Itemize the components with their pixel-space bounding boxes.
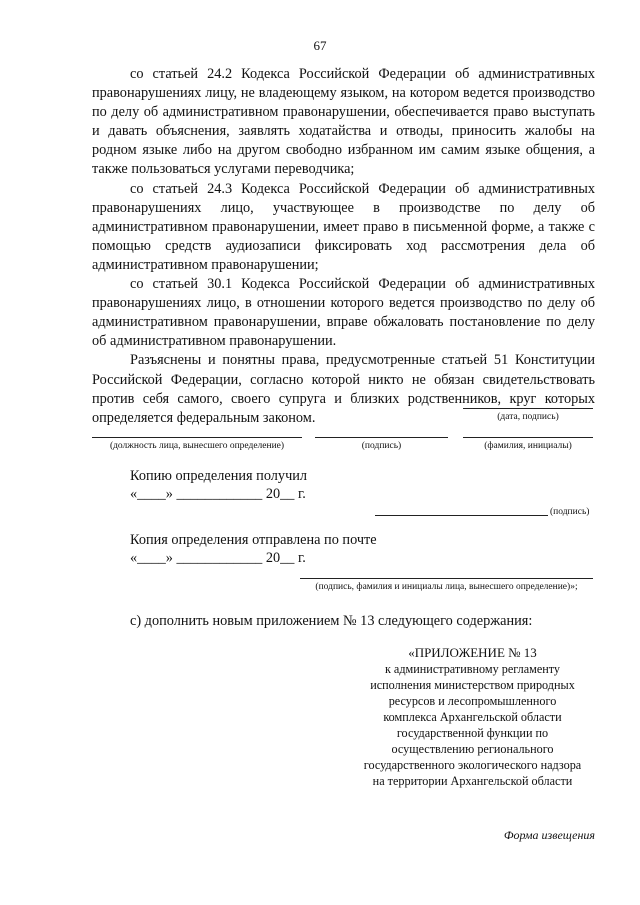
signature-line <box>315 437 448 438</box>
appendix-header <box>355 645 590 789</box>
mailing-date-line: «____» ____________ 20__ г. <box>130 550 306 566</box>
appendix-line: осуществлению регионального <box>391 742 554 756</box>
paragraph: Разъяснены и понятны права, предусмотренные статьей 51 Конституции Российской Федерации, согласно которой никто не обязан свидетельствовать против себя самого, своего супруга и близких родственников, круг которых определяется федеральным законом. <box>92 352 595 426</box>
appendix-line: государственного экологического надзора <box>363 758 582 772</box>
mailing-caption: (подпись, фамилия и инициалы лица, вынесшего определение)»; <box>315 582 578 592</box>
page-number: 67 <box>313 38 327 53</box>
position-caption: (должность лица, вынесшего определение) <box>109 441 285 451</box>
appendix-line: государственной функции по <box>396 726 549 740</box>
receipt-signature-caption: (подпись) <box>550 507 590 517</box>
mailing-signature-line <box>300 578 593 579</box>
paragraph: со статьей 24.3 Кодекса Российской Федерации об административных правонарушениях лицо, участвующее в производстве по делу об административном правонарушении, имеет право в письменной форме, а также с помощью средств аудиозаписи фиксировать ход рассмотрения дела об административном правонарушении; <box>92 180 595 273</box>
date-signature-caption: (дата, подпись) <box>497 412 559 422</box>
signature-caption: (подпись) <box>361 441 402 451</box>
appendix-line: на территории Архангельской области <box>372 774 573 788</box>
form-label: Форма извещения <box>503 828 595 842</box>
name-caption: (фамилия, инициалы) <box>484 441 572 451</box>
appendix-line: к административному регламенту <box>384 662 561 676</box>
receipt-date-line: «____» ____________ 20__ г. <box>130 486 306 502</box>
name-line <box>463 437 593 438</box>
receipt-signature-line <box>375 515 548 516</box>
appendix-line: комплекса Архангельской области <box>383 710 562 724</box>
paragraph: со статьей 24.2 Кодекса Российской Федерации об административных правонарушениях лицу, не владеющему языком, на котором ведется производство по делу об административном правонарушении, обеспечивается право выступать и давать объяснения, заявлять ходатайства и отводы, приносить жалобы на родном языке либо на другом свободно избранном им самим языке общения, а также пользоваться услугами переводчика; <box>92 66 595 178</box>
body-text <box>92 65 595 428</box>
paragraph: со статьей 30.1 Кодекса Российской Федерации об административных правонарушениях лицо, в отношении которого ведется производство по делу об административном правонарушении, вправе обжаловать постановление по делу об административном правонарушении. <box>92 276 595 350</box>
receipt-title: Копию определения получил <box>130 468 308 484</box>
position-line <box>92 437 302 438</box>
appendix-heading: «ПРИЛОЖЕНИЕ № 13 <box>408 645 537 660</box>
date-signature-line <box>463 408 593 409</box>
appendix-line: ресурсов и лесопромышленного <box>388 694 557 708</box>
appendix-line: исполнения министерством природных <box>370 678 575 692</box>
amendment-clause: с) дополнить новым приложением № 13 следующего содержания: <box>130 613 533 629</box>
mailing-title: Копия определения отправлена по почте <box>130 532 377 548</box>
